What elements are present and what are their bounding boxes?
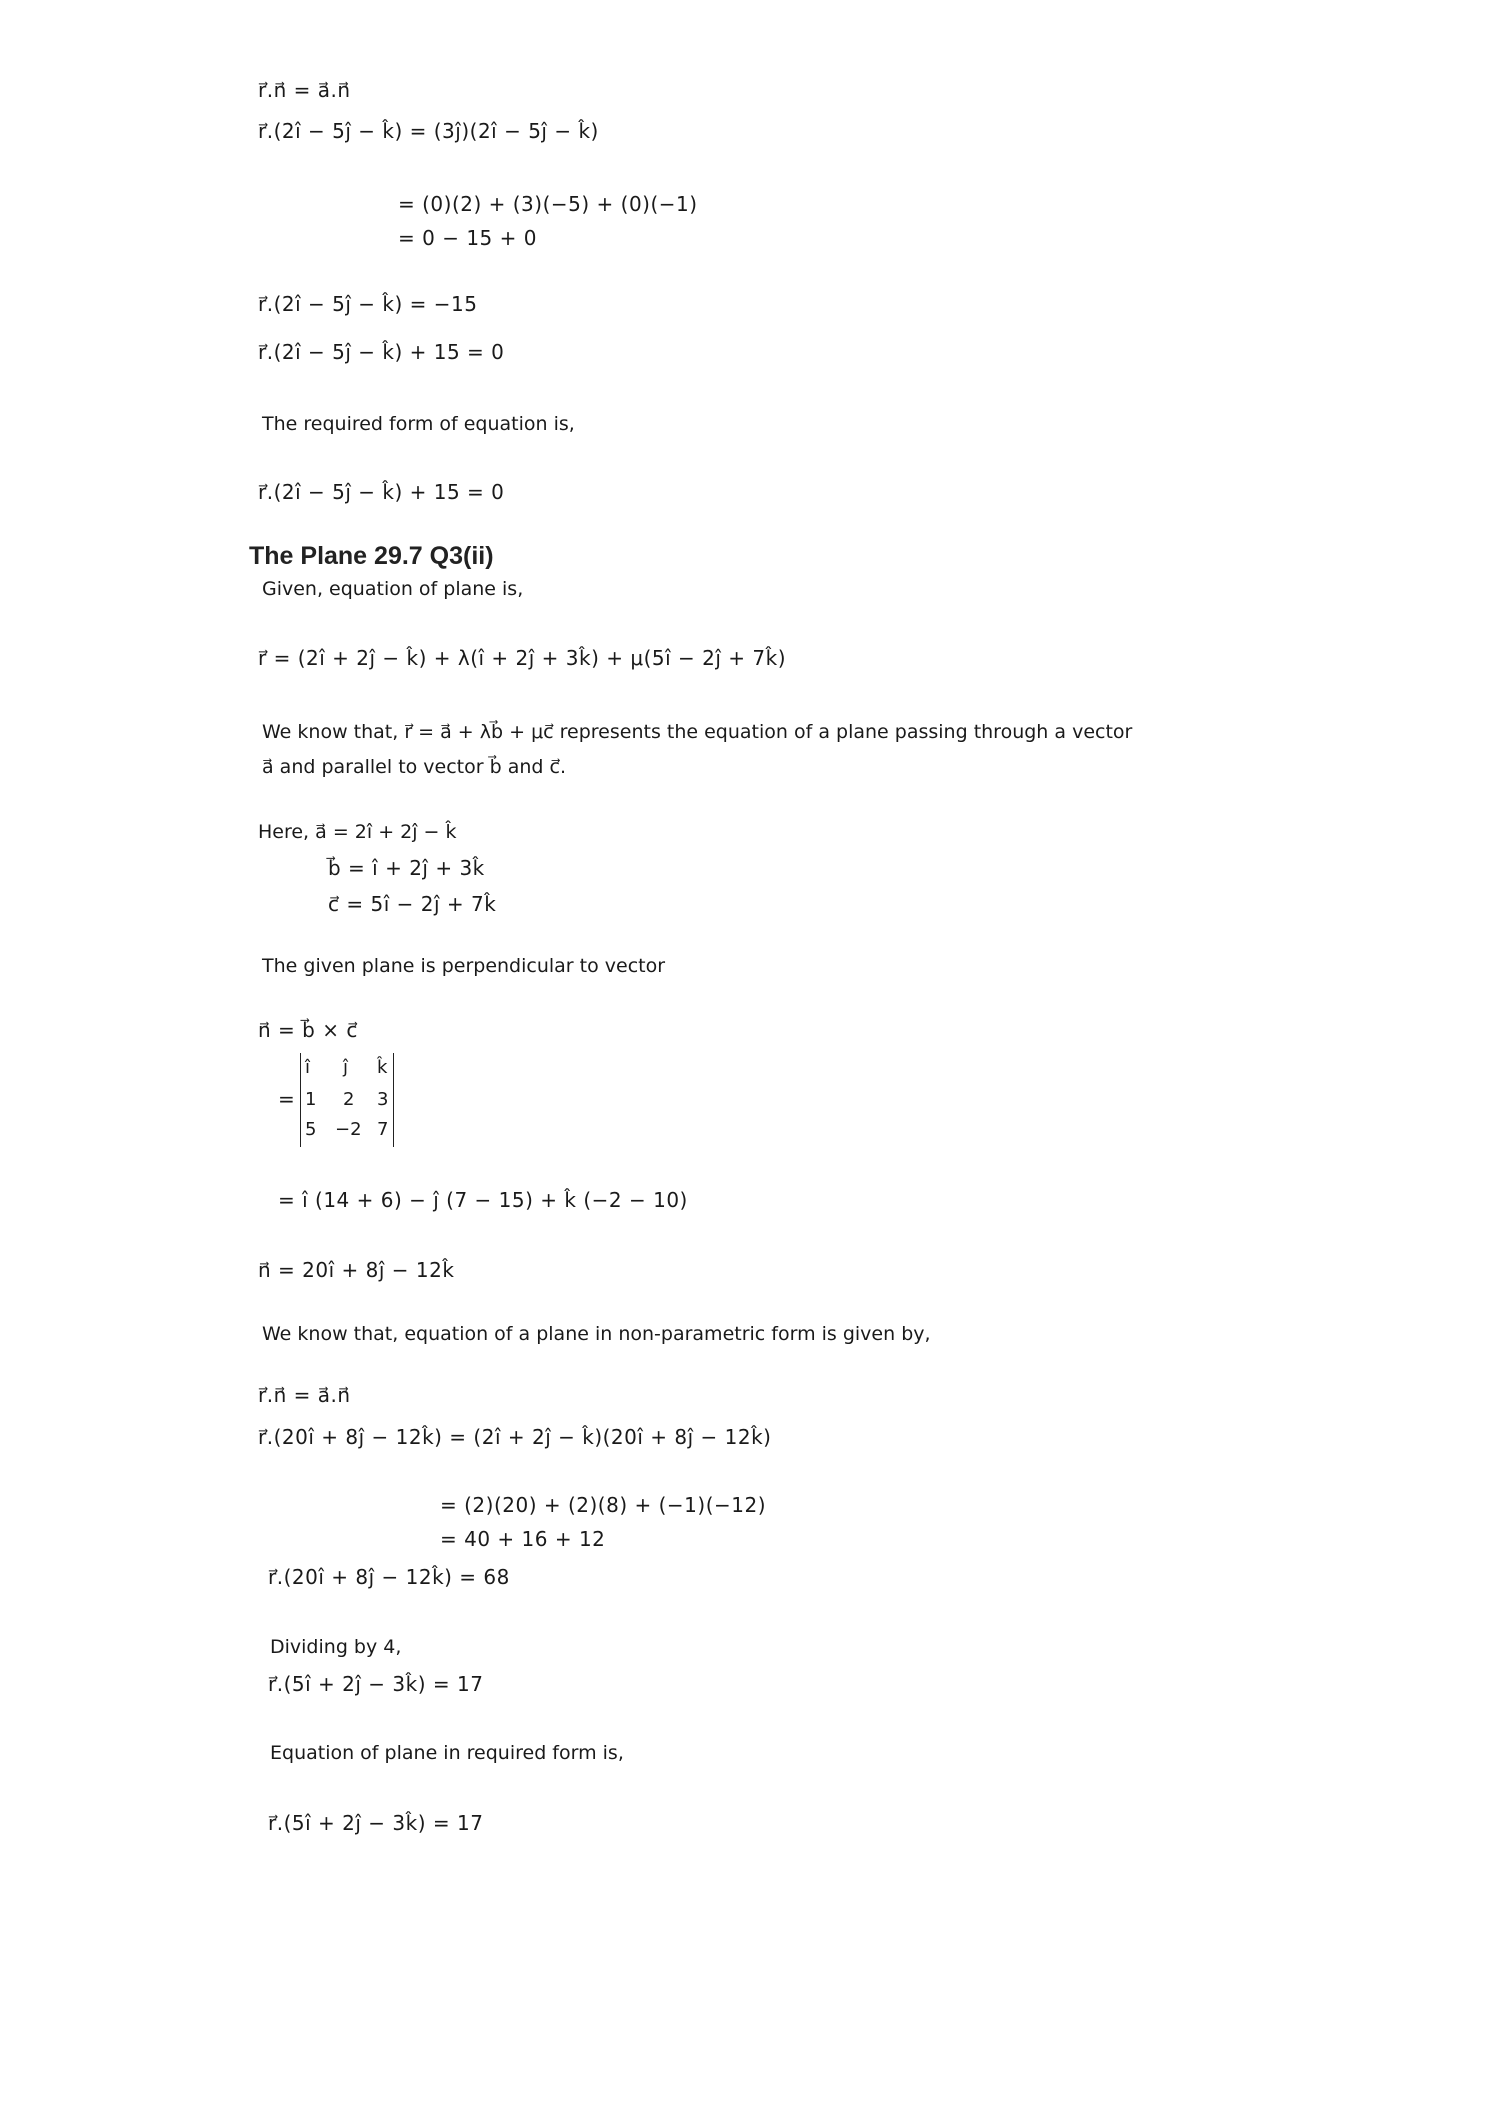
det-cell: 5 (305, 1119, 317, 1140)
det-cell: −2 (335, 1119, 362, 1140)
equation-line: r⃗.(5î + 2ĵ − 3k̂) = 17 (268, 1811, 484, 1835)
equation-line: r⃗.(20î + 8ĵ − 12k̂) = (2î + 2ĵ − k̂)(20î + 8ĵ − 12k̂) (258, 1425, 772, 1449)
text-line: We know that, equation of a plane in non-parametric form is given by, (262, 1323, 931, 1345)
equation-line: n⃗ = b⃗ × c⃗ (258, 1018, 358, 1042)
text-line: Dividing by 4, (270, 1636, 402, 1658)
text-line: Equation of plane in required form is, (270, 1742, 624, 1764)
equation-line: = î (14 + 6) − ĵ (7 − 15) + k̂ (−2 − 10) (278, 1188, 688, 1212)
det-cell: 1 (305, 1089, 317, 1110)
equation-line: r⃗.(5î + 2ĵ − 3k̂) = 17 (268, 1672, 484, 1696)
equation-line: r⃗.n⃗ = a⃗.n⃗ (258, 78, 351, 102)
equation-line: c⃗ = 5î − 2ĵ + 7k̂ (328, 892, 497, 916)
equation-line: = 0 − 15 + 0 (398, 226, 537, 250)
equation-line: r⃗.(20î + 8ĵ − 12k̂) = 68 (268, 1565, 510, 1589)
equation-line: r⃗.(2î − 5ĵ − k̂) + 15 = 0 (258, 480, 505, 504)
determinant (300, 1053, 394, 1147)
text-line: Here, a⃗ = 2î + 2ĵ − k̂ (258, 821, 457, 843)
equation-line: r⃗.n⃗ = a⃗.n⃗ (258, 1383, 351, 1407)
det-cell: ĵ (343, 1057, 349, 1078)
equation-line: n⃗ = 20î + 8ĵ − 12k̂ (258, 1258, 455, 1282)
text-line: We know that, r⃗ = a⃗ + λb⃗ + μc⃗ represents the equation of a plane passing through a vector (262, 721, 1133, 743)
equation-line: b⃗ = î + 2ĵ + 3k̂ (328, 856, 485, 880)
text-line: Given, equation of plane is, (262, 578, 524, 600)
equation-line: = (2)(20) + (2)(8) + (−1)(−12) (440, 1493, 767, 1517)
text-line: a⃗ and parallel to vector b⃗ and c⃗. (262, 756, 566, 778)
det-cell: î (305, 1057, 311, 1078)
det-cell: 7 (377, 1119, 389, 1140)
det-cell: k̂ (377, 1057, 388, 1078)
equation-line: r⃗.(2î − 5ĵ − k̂) + 15 = 0 (258, 340, 505, 364)
equation-line: r⃗.(2î − 5ĵ − k̂) = −15 (258, 292, 478, 316)
text-line: The given plane is perpendicular to vector (262, 955, 666, 977)
equation-line: = (0)(2) + (3)(−5) + (0)(−1) (398, 192, 698, 216)
det-cell: 3 (377, 1089, 389, 1110)
equation-line: r⃗.(2î − 5ĵ − k̂) = (3ĵ)(2î − 5ĵ − k̂) (258, 119, 599, 143)
text-line: The required form of equation is, (262, 413, 575, 435)
equation-line: = 40 + 16 + 12 (440, 1527, 606, 1551)
det-cell: 2 (343, 1089, 355, 1110)
equals-sign: = (278, 1087, 296, 1111)
equation-line: r⃗ = (2î + 2ĵ − k̂) + λ(î + 2ĵ + 3k̂) + μ(5î − 2ĵ + 7k̂) (258, 646, 787, 670)
section-heading: The Plane 29.7 Q3(ii) (249, 542, 494, 570)
